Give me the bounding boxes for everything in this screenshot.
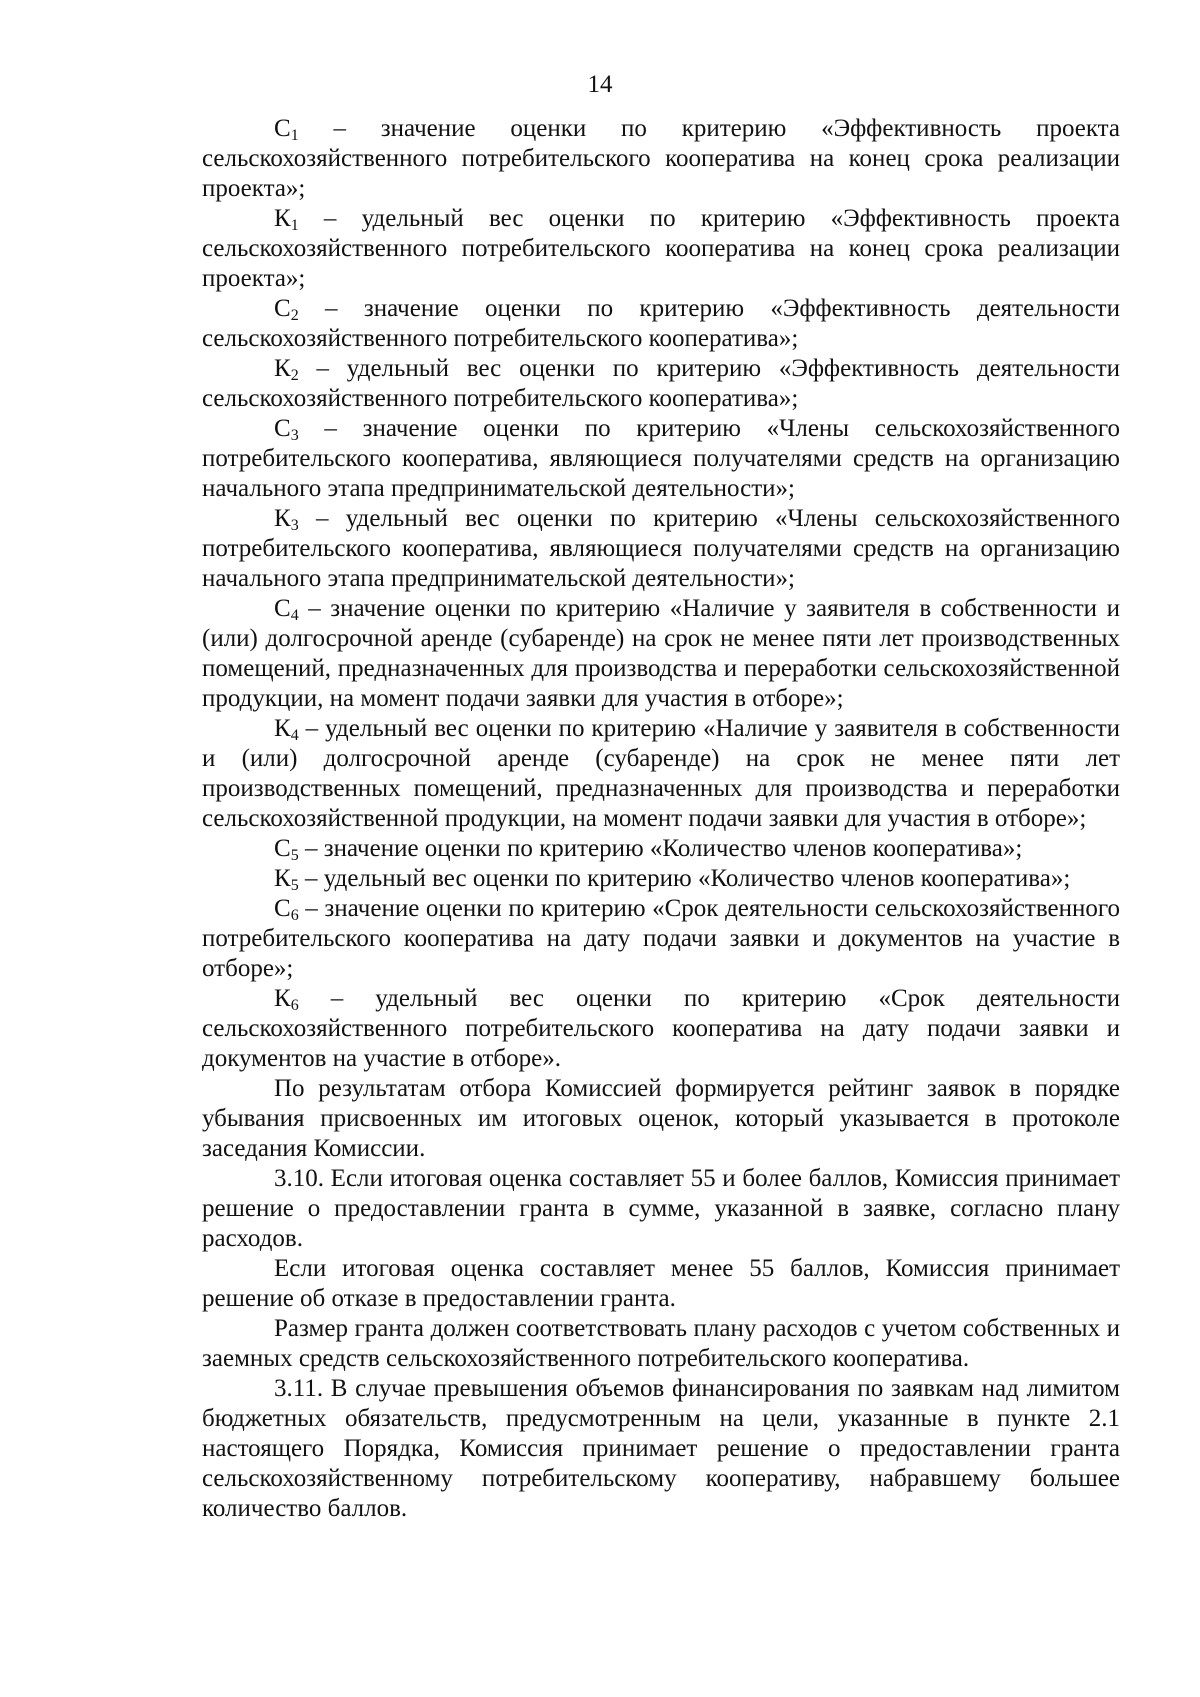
criterion-symbol: $К_5$ (274, 865, 299, 894)
criterion-symbol: $С_1$ (274, 115, 299, 144)
criterion-symbol: $К_2$ (274, 355, 299, 384)
criterion-symbol: $К_3$ (274, 505, 299, 534)
paragraph-c4: $С_4$ – значение оценки по критерию «Наличие у заявителя в собственности и (или) долгосрочной аренде (субаренде) на срок не менее пяти лет производственных помещений, предназначенных для производства и переработки сельскохозяйственной продукции, на момент подачи заявки для участия в отборе»; (202, 595, 1120, 712)
criterion-symbol: $К_1$ (274, 205, 299, 234)
paragraph-rating: По результатам отбора Комиссией формируется рейтинг заявок в порядке убывания присвоенных им итоговых оценок, который указывается в протоколе заседания Комиссии. (202, 1075, 1120, 1162)
paragraph-c6: $С_6$ – значение оценки по критерию «Срок деятельности сельскохозяйственного потребительского кооператива на дату подачи заявки и документов на участие в отборе»; (202, 895, 1120, 982)
criterion-symbol: $С_6$ (274, 895, 299, 924)
paragraph-3-10: 3.10. Если итоговая оценка составляет 55 и более баллов, Комиссия принимает решение о предоставлении гранта в сумме, указанной в заявке, согласно плану расходов. (202, 1165, 1120, 1252)
paragraph-k4: $К_4$ – удельный вес оценки по критерию «Наличие у заявителя в собственности и (или) долгосрочной аренде (субаренде) на срок не менее пяти лет производственных помещений, предназначенных для производства и переработки сельскохозяйственной продукции, на момент подачи заявки для участия в отборе»; (202, 715, 1120, 832)
criterion-symbol: $С_2$ (274, 295, 299, 324)
document-body (202, 114, 1120, 1524)
criterion-symbol: $С_5$ (274, 835, 299, 864)
paragraph-refusal: Если итоговая оценка составляет менее 55 баллов, Комиссия принимает решение об отказе в предоставлении гранта. (202, 1255, 1120, 1312)
paragraph-k5: $К_5$ – удельный вес оценки по критерию «Количество членов кооператива»; (274, 865, 1071, 894)
paragraph-c1: $С_1$ – значение оценки по критерию «Эффективность проекта сельскохозяйственного потребительского кооператива на конец срока реализации проекта»; (202, 115, 1120, 202)
criterion-symbol: $С_3$ (274, 415, 299, 444)
paragraph-k6: $К_6$ – удельный вес оценки по критерию «Срок деятельности сельскохозяйственного потребительского кооператива на дату подачи заявки и документов на участие в отборе». (202, 985, 1120, 1072)
criterion-symbol: $К_6$ (274, 985, 299, 1014)
criterion-symbol: $К_4$ (274, 715, 299, 744)
paragraph-k3: $К_3$ – удельный вес оценки по критерию «Члены сельскохозяйственного потребительского кооператива, являющиеся получателями средств на организацию начального этапа предпринимательской деятельности»; (202, 505, 1120, 592)
paragraph-c3: $С_3$ – значение оценки по критерию «Члены сельскохозяйственного потребительского кооператива, являющиеся получателями средств на организацию начального этапа предпринимательской деятельности»; (202, 415, 1120, 502)
criterion-symbol: $С_4$ (274, 595, 299, 624)
page-number: 14 (587, 71, 613, 98)
paragraph-grant-size: Размер гранта должен соответствовать плану расходов с учетом собственных и заемных средств сельскохозяйственного потребительского кооператива. (202, 1315, 1120, 1372)
paragraph-3-11: 3.11. В случае превышения объемов финансирования по заявкам над лимитом бюджетных обязательств, предусмотренным на цели, указанные в пункте 2.1 настоящего Порядка, Комиссия принимает решение о предоставлении гранта сельскохозяйственному потребительскому кооперативу, набравшему большее количество баллов. (202, 1375, 1120, 1522)
paragraph-c5: $С_5$ – значение оценки по критерию «Количество членов кооператива»; (274, 835, 1023, 864)
paragraph-k1: $К_1$ – удельный вес оценки по критерию «Эффективность проекта сельскохозяйственного потребительского кооператива на конец срока реализации проекта»; (202, 205, 1120, 292)
paragraph-k2: $К_2$ – удельный вес оценки по критерию «Эффективность деятельности сельскохозяйственного потребительского кооператива»; (202, 355, 1120, 412)
paragraph-c2: $С_2$ – значение оценки по критерию «Эффективность деятельности сельскохозяйственного потребительского кооператива»; (202, 295, 1120, 352)
